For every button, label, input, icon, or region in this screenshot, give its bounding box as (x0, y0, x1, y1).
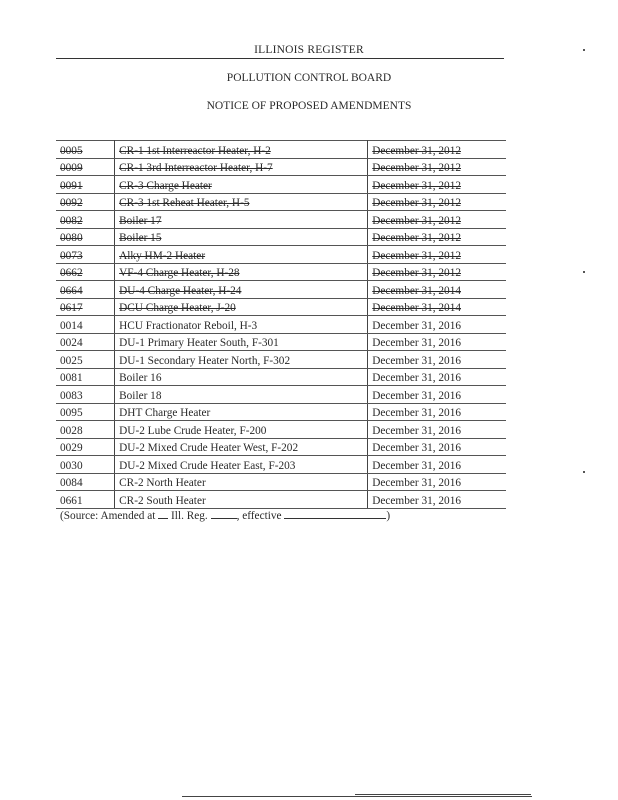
row-date: December 31, 2012 (368, 211, 506, 229)
row-date: December 31, 2016 (368, 351, 506, 369)
footer-rule (182, 796, 532, 797)
row-name: CR-1 1st Interreactor Heater, H-2 (115, 141, 368, 159)
table-row (56, 141, 506, 159)
row-id: 0617 (56, 298, 115, 316)
row-date: December 31, 2014 (368, 281, 506, 299)
row-date: December 31, 2012 (368, 263, 506, 281)
row-name: HCU Fractionator Reboil, H-3 (115, 316, 368, 334)
row-name: Boiler 18 (115, 386, 368, 404)
volume-blank (158, 508, 168, 519)
row-date: December 31, 2014 (368, 298, 506, 316)
row-date: December 31, 2016 (368, 403, 506, 421)
source-effective: , effective (236, 510, 282, 522)
row-date: December 31, 2016 (368, 368, 506, 386)
table-row (56, 386, 506, 404)
row-date: December 31, 2012 (368, 158, 506, 176)
table-row (56, 351, 506, 369)
source-reg: Ill. Reg. (171, 510, 208, 522)
scan-speck (583, 49, 585, 51)
table-row (56, 246, 506, 264)
table-row (56, 263, 506, 281)
heater-table (56, 140, 506, 509)
source-note (60, 508, 390, 522)
table-row (56, 473, 506, 491)
page-blank (211, 508, 237, 519)
table-row (56, 176, 506, 194)
row-id: 0091 (56, 176, 115, 194)
row-id: 0029 (56, 438, 115, 456)
row-id: 0092 (56, 193, 115, 211)
scan-speck (583, 271, 585, 273)
register-title: ILLINOIS REGISTER (254, 44, 364, 56)
table-row (56, 438, 506, 456)
row-name: DHT Charge Heater (115, 403, 368, 421)
header-rule (56, 58, 504, 59)
row-date: December 31, 2012 (368, 141, 506, 159)
row-id: 0095 (56, 403, 115, 421)
row-id: 0028 (56, 421, 115, 439)
row-date: December 31, 2012 (368, 228, 506, 246)
footer-rule-overlap (355, 794, 531, 795)
row-date: December 31, 2016 (368, 333, 506, 351)
table-row (56, 333, 506, 351)
source-prefix: (Source: Amended at (60, 510, 156, 522)
row-id: 0025 (56, 351, 115, 369)
row-date: December 31, 2016 (368, 316, 506, 334)
table-row (56, 491, 506, 509)
table-row (56, 281, 506, 299)
row-name: CR-2 South Heater (115, 491, 368, 509)
row-name: DU-2 Lube Crude Heater, F-200 (115, 421, 368, 439)
row-id: 0030 (56, 456, 115, 474)
row-id: 0014 (56, 316, 115, 334)
row-date: December 31, 2012 (368, 176, 506, 194)
table-row (56, 316, 506, 334)
row-id: 0024 (56, 333, 115, 351)
table-row (56, 403, 506, 421)
row-date: December 31, 2016 (368, 456, 506, 474)
table-row (56, 228, 506, 246)
source-close: ) (386, 510, 391, 522)
table-row (56, 193, 506, 211)
row-id: 0664 (56, 281, 115, 299)
row-id: 0005 (56, 141, 115, 159)
row-name: DU-2 Mixed Crude Heater East, F-203 (115, 456, 368, 474)
row-date: December 31, 2016 (368, 421, 506, 439)
scan-speck (583, 471, 585, 473)
row-id: 0081 (56, 368, 115, 386)
row-name: DU-1 Secondary Heater North, F-302 (115, 351, 368, 369)
table-row (56, 456, 506, 474)
row-date: December 31, 2016 (368, 491, 506, 509)
row-id: 0083 (56, 386, 115, 404)
row-name: DU-1 Primary Heater South, F-301 (115, 333, 368, 351)
row-name: Boiler 16 (115, 368, 368, 386)
row-id: 0661 (56, 491, 115, 509)
table-row (56, 421, 506, 439)
row-id: 0082 (56, 211, 115, 229)
row-date: December 31, 2012 (368, 246, 506, 264)
row-id: 0080 (56, 228, 115, 246)
row-name: CR-2 North Heater (115, 473, 368, 491)
row-name: DU-2 Mixed Crude Heater West, F-202 (115, 438, 368, 456)
row-name: DU-4 Charge Heater, H-24 (115, 281, 368, 299)
row-date: December 31, 2016 (368, 473, 506, 491)
row-date: December 31, 2016 (368, 438, 506, 456)
table-row (56, 298, 506, 316)
row-date: December 31, 2016 (368, 386, 506, 404)
row-id: 0073 (56, 246, 115, 264)
row-name: DCU Charge Heater, J-20 (115, 298, 368, 316)
row-name: CR-3 1st Reheat Heater, H-5 (115, 193, 368, 211)
row-name: Boiler 15 (115, 228, 368, 246)
date-blank (284, 508, 386, 519)
row-id: 0084 (56, 473, 115, 491)
row-date: December 31, 2012 (368, 193, 506, 211)
table-row (56, 211, 506, 229)
row-name: VF-4 Charge Heater, H-28 (115, 263, 368, 281)
notice-title: NOTICE OF PROPOSED AMENDMENTS (206, 100, 412, 112)
row-name: CR-3 Charge Heater (115, 176, 368, 194)
table-row (56, 158, 506, 176)
row-name: CR-1 3rd Interreactor Heater, H-7 (115, 158, 368, 176)
board-title: POLLUTION CONTROL BOARD (226, 72, 392, 84)
table-row (56, 368, 506, 386)
row-name: Boiler 17 (115, 211, 368, 229)
row-name: Alky HM-2 Heater (115, 246, 368, 264)
row-id: 0662 (56, 263, 115, 281)
row-id: 0009 (56, 158, 115, 176)
